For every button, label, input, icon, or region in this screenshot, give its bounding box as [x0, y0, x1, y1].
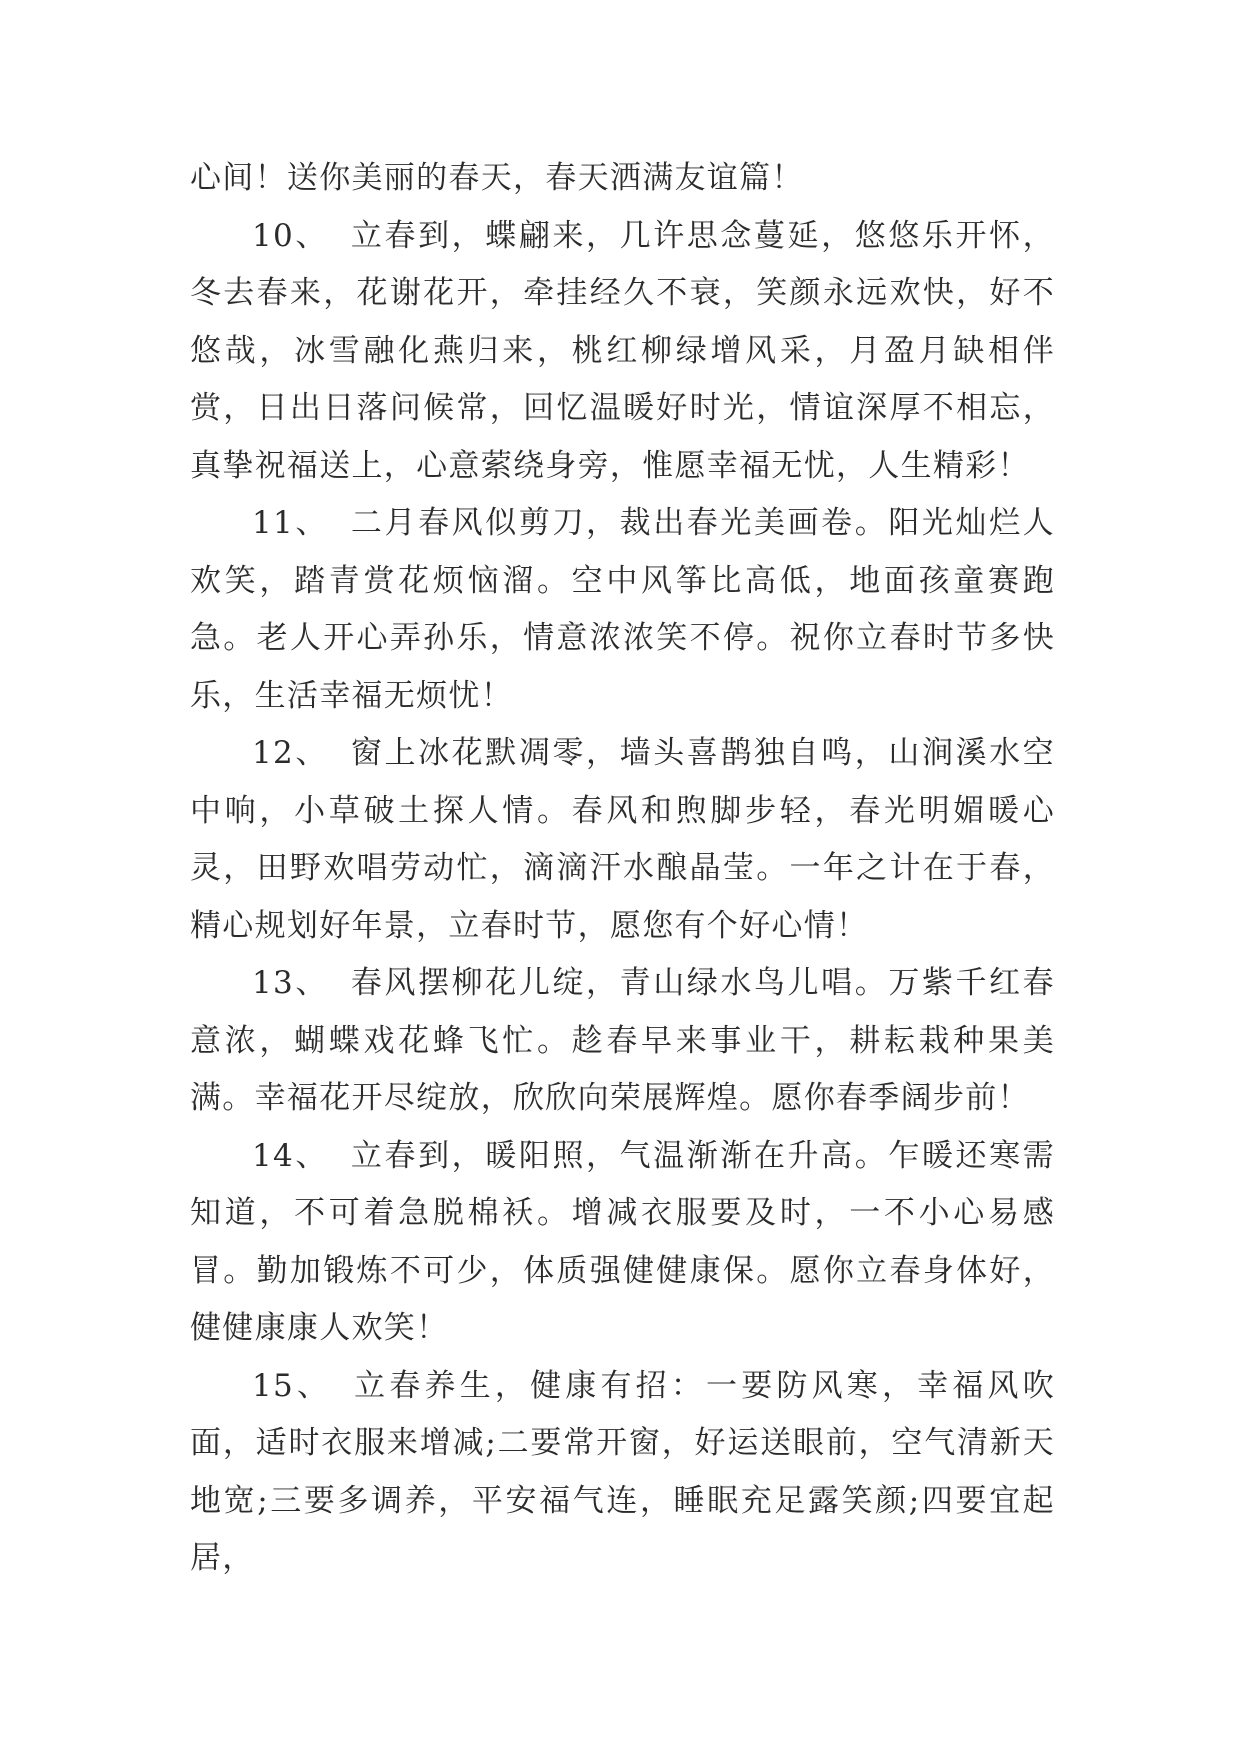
paragraph-text: 立春到，蝶翩来，几许思念蔓延，悠悠乐开怀，冬去春来，花谢花开，牵挂经久不衰，笑颜永远欢快，好不悠哉，冰雪融化燕归来，桃红柳绿增风采，月盈月缺相伴赏，日出日落问候常，回忆温暖好时光，情谊深厚不相忘，真挚祝福送上，心意萦绕身旁，惟愿幸福无忧，人生精彩！	[190, 217, 1055, 484]
paragraph-10	[190, 208, 1055, 496]
paragraph-number: 13、	[252, 965, 329, 1001]
paragraph-number: 11、	[252, 505, 329, 541]
paragraph-11	[190, 495, 1055, 725]
paragraph-14	[190, 1128, 1055, 1358]
paragraph-12	[190, 725, 1055, 955]
paragraph-number: 12、	[252, 735, 329, 771]
paragraph-continued	[190, 150, 1055, 208]
paragraph-text: 二月春风似剪刀，裁出春光美画卷。阳光灿烂人欢笑，踏青赏花烦恼溜。空中风筝比高低，地面孩童赛跑急。老人开心弄孙乐，情意浓浓笑不停。祝你立春时节多快乐，生活幸福无烦忧！	[190, 505, 1055, 714]
paragraph-number: 10、	[252, 217, 329, 254]
paragraph-number: 15、	[252, 1367, 333, 1404]
paragraph-13	[190, 955, 1055, 1128]
paragraph-text: 立春养生，健康有招：一要防风寒，幸福风吹面，适时衣服来增减;二要常开窗，好运送眼前，空气清新天地宽;三要多调养，平安福气连，睡眠充足露笑颜;四要宜起居，	[190, 1367, 1055, 1576]
document-body	[190, 150, 1055, 1588]
paragraph-text: 春风摆柳花儿绽，青山绿水鸟儿唱。万紫千红春意浓，蝴蝶戏花蜂飞忙。趁春早来事业干，耕耘栽种果美满。幸福花开尽绽放，欣欣向荣展辉煌。愿你春季阔步前！	[190, 965, 1055, 1116]
paragraph-number: 14、	[252, 1137, 329, 1174]
paragraph-text: 窗上冰花默凋零，墙头喜鹊独自鸣，山涧溪水空中响，小草破土探人情。春风和煦脚步轻，春光明媚暖心灵，田野欢唱劳动忙，滴滴汗水酿晶莹。一年之计在于春，精心规划好年景，立春时节，愿您有个好心情！	[190, 735, 1055, 944]
paragraph-15	[190, 1358, 1055, 1588]
paragraph-text: 心间！送你美丽的春天，春天洒满友谊篇！	[190, 160, 804, 196]
paragraph-text: 立春到，暖阳照，气温渐渐在升高。乍暖还寒需知道，不可着急脱棉袄。增减衣服要及时，一不小心易感冒。勤加锻炼不可少，体质强健健康保。愿你立春身体好，健健康康人欢笑！	[190, 1137, 1055, 1346]
